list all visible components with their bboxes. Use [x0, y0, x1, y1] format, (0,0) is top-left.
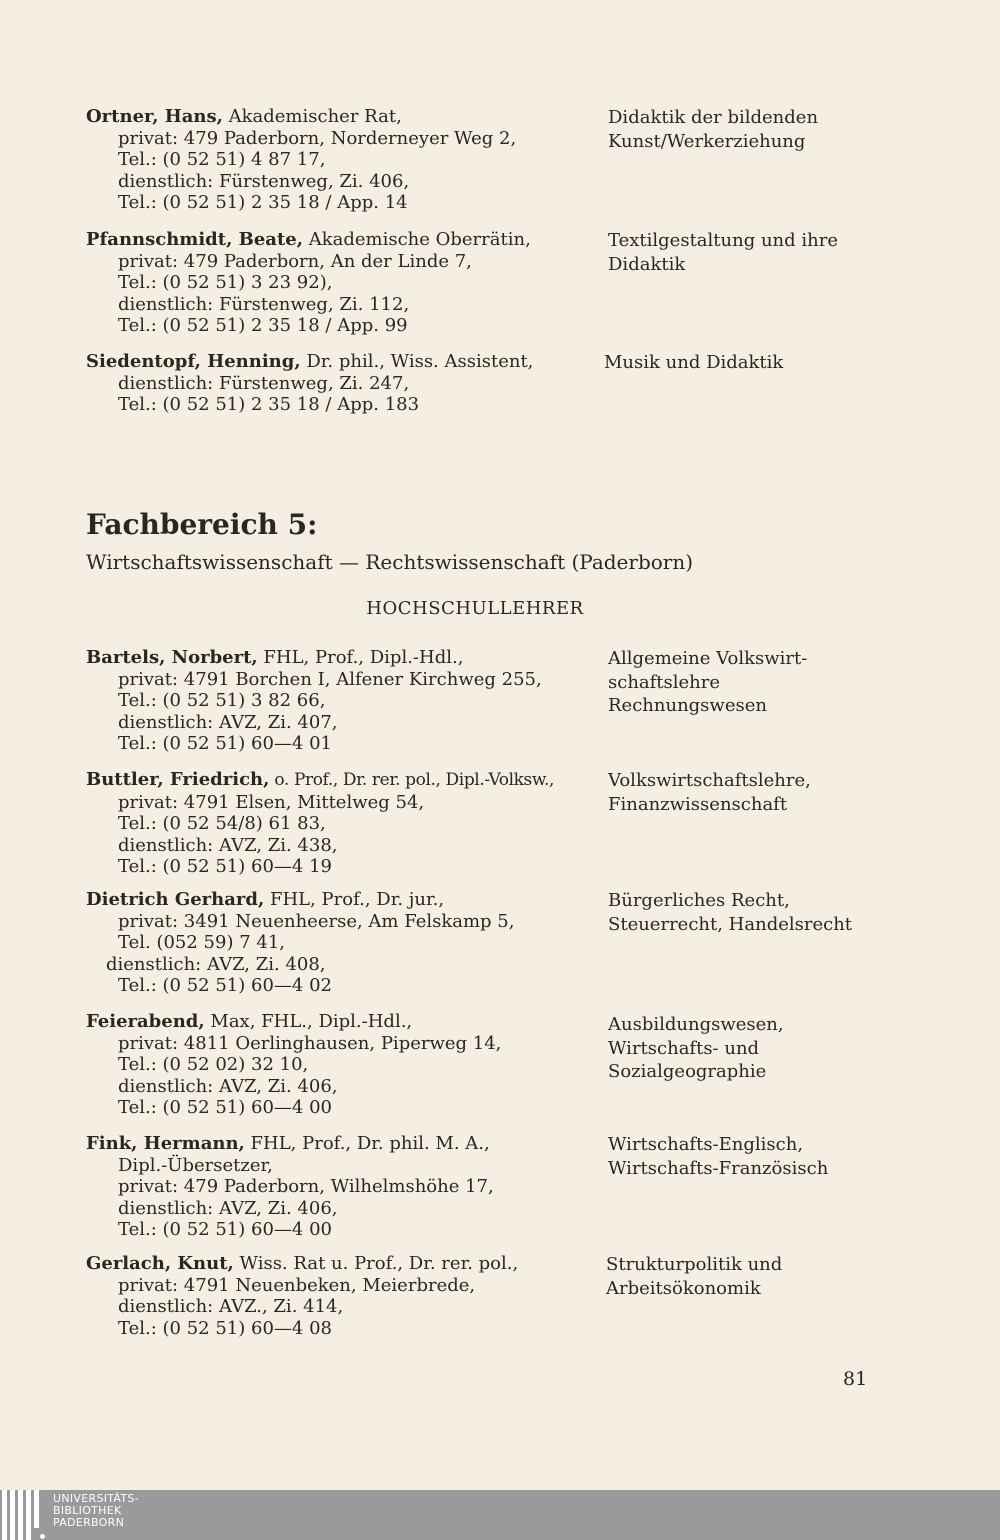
entry-subject: [606, 1253, 966, 1300]
entry-title: FHL, Prof., Dipl.-Hdl.,: [257, 647, 464, 668]
entry-subject: [608, 769, 968, 816]
entry-title: FHL, Prof., Dr. jur.,: [264, 889, 445, 910]
library-name-line: UNIVERSITÄTS-: [53, 1492, 139, 1505]
entry-title: Dr. phil., Wiss. Assistent,: [300, 351, 534, 372]
entry-line: Tel.: (0 52 51) 60—4 08: [118, 1317, 332, 1339]
subject-line: Sozialgeographie: [608, 1061, 767, 1082]
entry-name: Fink, Hermann,: [86, 1133, 245, 1154]
entry-line: dienstlich: AVZ., Zi. 414,: [118, 1296, 344, 1317]
entry-title: o. Prof., Dr. rer. pol., Dipl.-Volksw.,: [269, 770, 555, 790]
entry-line: Tel.: (0 52 02) 32 10,: [118, 1054, 309, 1075]
entry-line: Dipl.-Übersetzer,: [118, 1154, 273, 1176]
entry-line: privat: 479 Paderborn, Wilhelmshöhe 17,: [118, 1176, 494, 1197]
entry-line: Tel.: (0 52 51) 2 35 18 / App. 183: [118, 394, 420, 415]
entry-line: dienstlich: AVZ, Zi. 406,: [118, 1075, 338, 1097]
entry-subject: [608, 647, 968, 718]
entry-line: dienstlich: AVZ, Zi. 406,: [118, 1197, 338, 1219]
entry-line: dienstlich: Fürstenweg, Zi. 112,: [118, 293, 410, 315]
subject-line: Arbeitsökonomik: [606, 1277, 761, 1299]
entry-subject: [608, 1133, 968, 1180]
library-logo-icon: [2, 1490, 50, 1540]
entry-line: privat: 4791 Elsen, Mittelweg 54,: [118, 791, 425, 813]
entry-line: Tel.: (0 52 51) 2 35 18 / App. 99: [118, 315, 408, 336]
entry-line: privat: 479 Paderborn, Norderneyer Weg 2,: [118, 127, 517, 149]
entry-ortner: [86, 106, 986, 216]
entry-line: Tel.: (0 52 51) 2 35 18 / App. 14: [118, 192, 408, 213]
entry-subject: [608, 106, 968, 153]
entry-subject: [608, 1013, 968, 1084]
library-name-line: BIBLIOTHEK: [53, 1504, 122, 1517]
library-footer: [0, 1490, 1000, 1540]
entry-line: Tel.: (0 52 51) 60—4 02: [118, 975, 332, 996]
entry-title: FHL, Prof., Dr. phil. M. A.,: [244, 1133, 490, 1154]
subject-line: Wirtschafts-Französisch: [608, 1157, 829, 1179]
entry-bartels: [86, 647, 986, 757]
entry-line: dienstlich: AVZ, Zi. 407,: [118, 711, 338, 733]
entry-name: Pfannschmidt, Beate,: [86, 229, 303, 250]
entry-title: Wiss. Rat u. Prof., Dr. rer. pol.,: [233, 1253, 519, 1274]
entry-name: Bartels, Norbert,: [86, 647, 258, 668]
entry-line: Tel.: (0 52 54/8) 61 83,: [118, 813, 326, 834]
entry-name: Dietrich Gerhard,: [86, 889, 265, 910]
subject-line: Wirtschafts- und: [608, 1037, 760, 1059]
subject-line: Bürgerliches Recht,: [608, 890, 790, 911]
subject-line: schaftslehre: [608, 671, 721, 693]
subject-line: Didaktik der bildenden: [608, 107, 819, 128]
entry-name: Buttler, Friedrich,: [86, 769, 270, 790]
entry-line: Tel.: (0 52 51) 60—4 19: [118, 856, 332, 877]
section-subtitle: Wirtschaftswissenschaft — Rechtswissenschaft (Paderborn): [86, 550, 694, 574]
entry-feierabend: [86, 1011, 986, 1121]
subject-line: Strukturpolitik und: [606, 1254, 783, 1275]
entry-line: privat: 3491 Neuenheerse, Am Felskamp 5,: [118, 910, 515, 932]
entry-siedentopf: [86, 351, 986, 421]
subject-line: Allgemeine Volkswirt-: [608, 648, 808, 669]
entry-line: privat: 4791 Borchen I, Alfener Kirchweg 255,: [118, 668, 542, 690]
entry-line: Tel.: (0 52 51) 60—4 00: [118, 1097, 332, 1118]
entry-line: privat: 4811 Oerlinghausen, Piperweg 14,: [118, 1032, 502, 1054]
page-number: 81: [843, 1368, 868, 1390]
entry-line: Tel.: (0 52 51) 4 87 17,: [118, 149, 326, 170]
entry-line: privat: 4791 Neuenbeken, Meierbrede,: [118, 1274, 476, 1296]
entry-buttler: [86, 769, 986, 879]
library-name: [53, 1493, 139, 1529]
entry-line: dienstlich: Fürstenweg, Zi. 406,: [118, 170, 410, 192]
entry-line: Tel.: (0 52 51) 3 82 66,: [118, 690, 326, 711]
entry-line: dienstlich: Fürstenweg, Zi. 247,: [118, 372, 410, 394]
entry-dietrich: [86, 889, 986, 999]
entry-name: Feierabend,: [86, 1011, 205, 1032]
entry-fink: [86, 1133, 986, 1243]
entry-name: Ortner, Hans,: [86, 106, 223, 127]
entry-line: Tel.: (0 52 51) 3 23 92),: [118, 272, 333, 293]
entry-title: Max, FHL., Dipl.-Hdl.,: [204, 1011, 413, 1032]
entry-title: Akademischer Rat,: [222, 106, 402, 127]
subject-line: Textilgestaltung und ihre: [608, 230, 838, 251]
entry-name: Siedentopf, Henning,: [86, 351, 301, 372]
library-name-line: PADERBORN: [53, 1516, 125, 1529]
subject-line: Didaktik: [608, 253, 686, 275]
subject-line: Ausbildungswesen,: [608, 1014, 784, 1035]
subject-line: Rechnungswesen: [608, 695, 767, 716]
entry-gerlach: [86, 1253, 986, 1343]
entry-pfannschmidt: [86, 229, 986, 339]
entry-subject: [604, 351, 964, 375]
group-heading: HOCHSCHULLEHRER: [366, 598, 584, 619]
entry-subject: [608, 889, 968, 936]
entry-line: Tel.: (0 52 51) 60—4 00: [118, 1219, 332, 1240]
entry-title: Akademische Oberrätin,: [302, 229, 531, 250]
subject-line: Finanzwissenschaft: [608, 793, 788, 815]
entry-line: Tel. (052 59) 7 41,: [118, 932, 286, 953]
entry-line: dienstlich: AVZ, Zi. 408,: [106, 953, 326, 975]
subject-line: Steuerrecht, Handelsrecht: [608, 913, 853, 935]
subject-line: Kunst/Werkerziehung: [608, 130, 806, 152]
section-title: Fachbereich 5:: [86, 508, 318, 541]
entry-name: Gerlach, Knut,: [86, 1253, 234, 1274]
entry-line: privat: 479 Paderborn, An der Linde 7,: [118, 250, 472, 272]
subject-line: Musik und Didaktik: [604, 352, 784, 373]
entry-line: dienstlich: AVZ, Zi. 438,: [118, 834, 338, 856]
entry-subject: [608, 229, 968, 276]
subject-line: Volkswirtschaftslehre,: [608, 770, 811, 791]
subject-line: Wirtschafts-Englisch,: [608, 1134, 804, 1155]
entry-line: Tel.: (0 52 51) 60—4 01: [118, 733, 332, 754]
